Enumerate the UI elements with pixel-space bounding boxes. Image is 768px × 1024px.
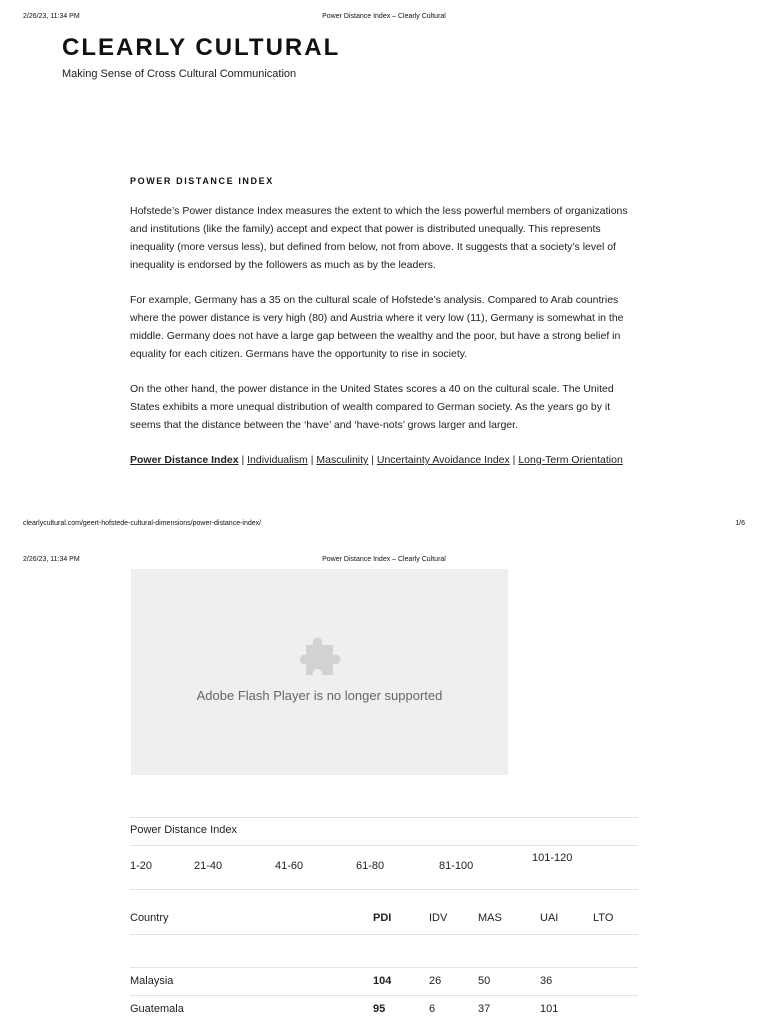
cell-pdi: 104 [373,975,392,987]
column-header-lto: LTO [593,912,614,924]
flash-unsupported-message: Adobe Flash Player is no longer supported [196,688,443,703]
range-legend-row [130,845,638,889]
link-power-distance-index[interactable]: Power Distance Index [130,454,239,466]
cell-idv: 6 [429,1003,436,1015]
range-label: 41-60 [275,860,304,872]
print-header [23,13,745,23]
link-separator: | [307,454,317,466]
cell-pdi: 95 [373,1003,386,1015]
column-header-idv: IDV [429,912,448,924]
column-header-uai: UAI [540,912,559,924]
cell-country: Malaysia [130,975,174,987]
link-separator: | [368,454,377,466]
range-label: 101-120 [532,852,573,864]
print-date: 2/26/23, 11:34 PM [23,556,80,563]
link-long-term-orientation[interactable]: Long-Term Orientation [518,454,623,466]
range-label: 61-80 [356,860,385,872]
table-title-row [130,817,638,845]
link-separator: | [509,454,519,466]
cell-country: Guatemala [130,1003,184,1015]
article-paragraph: For example, Germany has a 35 on the cultural scale of Hofstede’s analysis. Compared to Arab countries where the power distance is very high (80) and Austria where it very low (11), Germany is somewhat in the middle. Germany does not have a large gap between the wealthy and the poor, but have a strong belief in equality for each citizen. Germans have the opportunity to rise in society. [130,294,624,360]
range-label: 21-40 [194,860,223,872]
table-row [130,967,638,995]
link-masculinity[interactable]: Masculinity [316,454,369,466]
print-document-title: Power Distance Index – Clearly Cultural [322,556,446,563]
site-tagline: Making Sense of Cross Cultural Communication [62,68,297,80]
column-header-country: Country [130,912,169,924]
dimension-links [130,451,638,469]
article [130,176,638,469]
cell-uai: 36 [540,975,553,987]
cell-mas: 50 [478,975,491,987]
table-title: Power Distance Index [130,824,237,836]
puzzle-piece-icon [297,633,343,677]
article-paragraph: Hofstede’s Power distance Index measures the extent to which the less powerful members of organizations and institutions (like the family) accept and expect that power is distributed unequally. This represents inequality (more versus less), but defined from below, not from above. It suggests that a society’s level of inequality is endorsed by the followers as much as by the leaders. [130,205,628,271]
cell-mas: 37 [478,1003,491,1015]
article-paragraph: On the other hand, the power distance in the United States scores a 40 on the cultural scale. The United States exhibits a more unequal distribution of wealth compared to German society. As the years go by it seems that the distance between the ‘have’ and ‘have-nots’ grows larger and larger. [130,383,614,431]
print-page-number: 1/6 [735,520,745,527]
cell-uai: 101 [540,1003,559,1015]
flash-embed-placeholder[interactable] [131,569,508,775]
pdi-table [130,817,638,1023]
cell-idv: 26 [429,975,442,987]
print-document-title: Power Distance Index – Clearly Cultural [322,13,446,20]
link-uncertainty-avoidance-index[interactable]: Uncertainty Avoidance Index [376,454,510,466]
link-individualism[interactable]: Individualism [247,454,308,466]
table-header-row [130,889,638,934]
print-url: clearlycultural.com/geert-hofstede-cultural-dimensions/power-distance-index/ [23,520,262,527]
print-header-page-2 [23,556,745,566]
column-header-mas: MAS [478,912,502,924]
range-label: 1-20 [130,860,153,872]
column-header-pdi: PDI [373,912,392,924]
link-separator: | [238,454,248,466]
range-label: 81-100 [439,860,474,872]
print-date: 2/26/23, 11:34 PM [23,13,80,20]
article-heading: POWER DISTANCE INDEX [130,176,274,186]
table-row [130,995,638,1023]
table-spacer-row [130,934,638,967]
print-footer [23,520,745,530]
site-title[interactable]: CLEARLY CULTURAL [62,34,341,61]
